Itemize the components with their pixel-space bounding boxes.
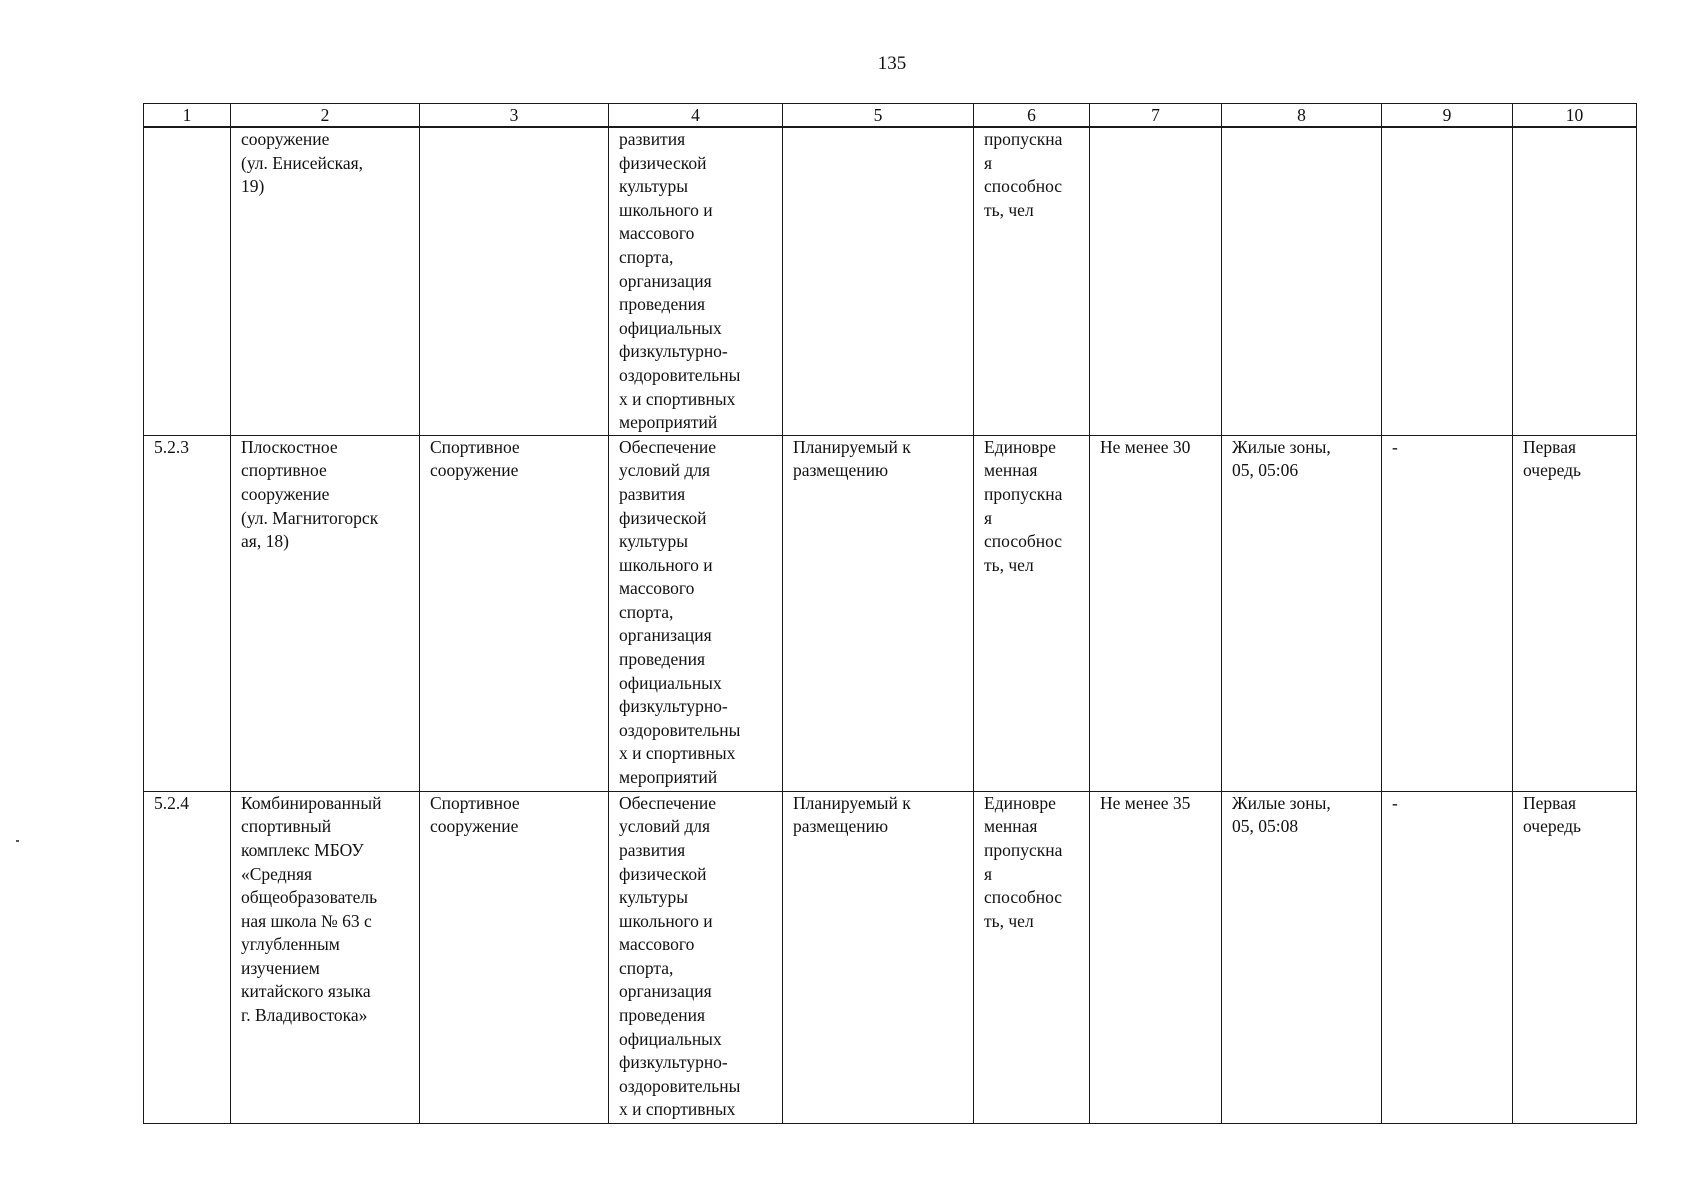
column-number-header-row <box>144 104 1637 128</box>
purpose-cell: развития физической культуры школьного и массового спорта, организация проведения официальных физкультурно- оздоровительны х и спортивных мероприятий <box>609 127 783 435</box>
capacity-indicator-cell: Единовре менная пропускна я способнос ть, чел <box>974 435 1090 791</box>
table-row <box>144 791 1637 1123</box>
planned-facilities-table <box>143 103 1637 1124</box>
row-number-cell <box>144 127 231 435</box>
capacity-value-cell: Не менее 30 <box>1090 435 1222 791</box>
facility-type-cell <box>420 127 609 435</box>
column-9-cell: - <box>1382 435 1513 791</box>
column-header-8: 8 <box>1222 104 1382 128</box>
capacity-value-cell <box>1090 127 1222 435</box>
status-cell: Планируемый к размещению <box>783 791 974 1123</box>
zone-cell: Жилые зоны, 05, 05:06 <box>1222 435 1382 791</box>
page-number: 135 <box>877 53 907 74</box>
facility-name-cell: Плоскостное спортивное сооружение (ул. Магнитогорск ая, 18) <box>231 435 420 791</box>
stage-cell <box>1513 127 1637 435</box>
column-header-9: 9 <box>1382 104 1513 128</box>
status-cell <box>783 127 974 435</box>
column-header-5: 5 <box>783 104 974 128</box>
purpose-cell: Обеспечение условий для развития физической культуры школьного и массового спорта, организация проведения официальных физкультурно- оздоровительны х и спортивных мероприятий <box>609 435 783 791</box>
facility-name-cell: Комбинированный спортивный комплекс МБОУ «Средняя общеобразователь ная школа № 63 с углубленным изучением китайского языка г. Владивостока» <box>231 791 420 1123</box>
column-header-4: 4 <box>609 104 783 128</box>
facility-type-cell: Спортивное сооружение <box>420 791 609 1123</box>
zone-cell <box>1222 127 1382 435</box>
column-header-7: 7 <box>1090 104 1222 128</box>
row-number-cell: 5.2.4 <box>144 791 231 1123</box>
capacity-indicator-cell: Единовре менная пропускна я способнос ть, чел <box>974 791 1090 1123</box>
purpose-cell: Обеспечение условий для развития физической культуры школьного и массового спорта, организация проведения официальных физкультурно- оздоровительны х и спортивных <box>609 791 783 1123</box>
column-header-3: 3 <box>420 104 609 128</box>
row-number-cell: 5.2.3 <box>144 435 231 791</box>
column-9-cell <box>1382 127 1513 435</box>
column-header-2: 2 <box>231 104 420 128</box>
stage-cell: Первая очередь <box>1513 435 1637 791</box>
zone-cell: Жилые зоны, 05, 05:08 <box>1222 791 1382 1123</box>
column-header-6: 6 <box>974 104 1090 128</box>
table-row <box>144 435 1637 791</box>
capacity-indicator-cell: пропускна я способнос ть, чел <box>974 127 1090 435</box>
status-cell: Планируемый к размещению <box>783 435 974 791</box>
facility-type-cell: Спортивное сооружение <box>420 435 609 791</box>
stage-cell: Первая очередь <box>1513 791 1637 1123</box>
capacity-value-cell: Не менее 35 <box>1090 791 1222 1123</box>
column-9-cell: - <box>1382 791 1513 1123</box>
scan-artifact-mark <box>16 840 19 842</box>
facility-name-cell: сооружение (ул. Енисейская, 19) <box>231 127 420 435</box>
table-row <box>144 127 1637 435</box>
column-header-1: 1 <box>144 104 231 128</box>
column-header-10: 10 <box>1513 104 1637 128</box>
